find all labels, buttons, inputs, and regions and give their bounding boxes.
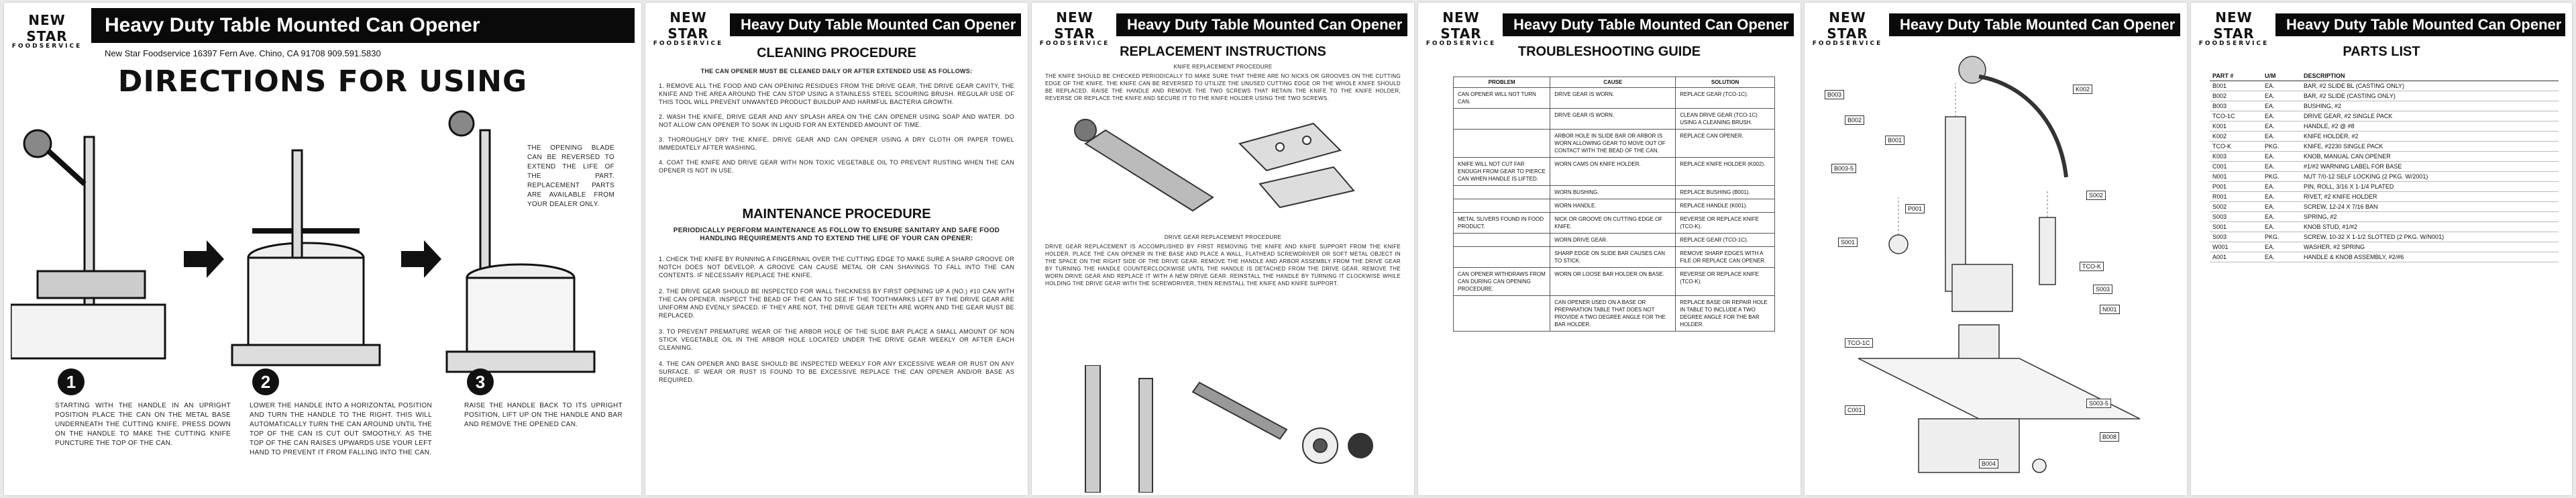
label-s003: S003: [2093, 285, 2112, 294]
cell-solution: REPLACE GEAR (TCO-1C).: [1676, 88, 1775, 109]
col-problem: PROBLEM: [1454, 77, 1550, 88]
cell-part-number: N001: [2210, 172, 2262, 182]
cell-solution: REPLACE BUSHING (B001).: [1676, 186, 1775, 199]
cell-part-number: TCO-1C: [2210, 111, 2262, 121]
step-1-badge: 1: [58, 368, 85, 395]
cell-cause: DRIVE GEAR IS WORN.: [1550, 88, 1676, 109]
cell-part-number: S003: [2210, 212, 2262, 222]
label-c001: C001: [1845, 405, 1865, 415]
cell-part-number: S002: [2210, 202, 2262, 212]
cell-solution: REPLACE GEAR (TCO-1C).: [1676, 234, 1775, 247]
cell-cause: WORN DRIVE GEAR.: [1550, 234, 1676, 247]
trouble-heading: TROUBLESHOOTING GUIDE: [1517, 44, 1701, 59]
parts-heading: PARTS LIST: [2343, 44, 2420, 59]
gear-text: DRIVE GEAR REPLACEMENT IS ACCOMPLISHED BY FIRST REMOVING THE KNIFE AND KNIFE SUPPORT FROM THE KNIFE HOLDER. PLACE THE CAN OPENER IN THE BASE AND PLACE A WALL, FLATHEAD SCREWDRIVER OR SOFT METAL OBJECT IN THE SPACE ON THE RIGHT SIDE OF THE DRIVE GEAR. REMOVE THE HANDLE AND ARBOR ASSEMBLY FROM THE DRIVE GEAR BY TURNING THE HANDLE COUNTERCLOCKWISE UNTIL THE HANDLE IS DETACHED FROM THE DRIVE GEAR. REMOVE THE WORN DRIVE GEAR AND REPLACE IT WITH A NEW DRIVE GEAR. REINSTALL THE HANDLE BY TURNING IT CLOCKWISE WHILE HOLDING THE DRIVE GEAR WITH THE SCREWDRIVER, THEN REINSTALL THE KNIFE AND KNIFE SUPPORT.: [1045, 244, 1401, 287]
cell-part-number: K001: [2210, 121, 2262, 132]
brand-logo: [11, 12, 83, 50]
table-row: [2210, 132, 2559, 142]
cell-description: SPRING, #2: [2301, 212, 2559, 222]
table-header-row: [2210, 71, 2559, 81]
step-1-text: STARTING WITH THE HANDLE IN AN UPRIGHT POSITION PLACE THE CAN ON THE METAL BASE UNDERNEATH THE CUTTING KNIFE. PRESS DOWN ON THE HANDLE TO MAKE THE CUTTING KNIFE PUNCTURE THE TOP OF THE CAN.: [55, 402, 231, 447]
page-title: Heavy Duty Table Mounted Can Opener: [1116, 13, 1407, 36]
replacement-heading: REPLACEMENT INSTRUCTIONS: [1120, 44, 1326, 59]
replacement-panel: [1032, 3, 1414, 495]
brand-logo: [1811, 9, 1884, 47]
cell-part-number: C001: [2210, 162, 2262, 172]
cell-cause: WORN CAMS ON KNIFE HOLDER.: [1550, 158, 1676, 186]
step-2-text: LOWER THE HANDLE INTO A HORIZONTAL POSITION AND TURN THE HANDLE TO THE RIGHT. THIS WILL AUTOMATICALLY TURN THE CAN AROUND UNTIL THE TOP OF THE CAN IS CUT OUT SMOOTHLY. AS THE TOP OF THE CAN RAISES UPWARDS USE YOUR LEFT HAND TO PREVENT IT FROM FALLING INTO THE CAN.: [250, 402, 432, 456]
cleaning-heading: CLEANING PROCEDURE: [757, 46, 916, 60]
exploded-diagram: [1818, 43, 2174, 493]
table-row: [1454, 109, 1775, 130]
cell-part-number: R001: [2210, 192, 2262, 202]
brand-name: NEW STAR: [26, 12, 68, 44]
cell-solution: REPLACE HANDLE (K001).: [1676, 199, 1775, 213]
table-row: [2210, 101, 2559, 111]
label-p001: P001: [1905, 204, 1925, 213]
parts-header: [2198, 8, 2565, 47]
label-b003: B003: [1825, 90, 1844, 99]
table-row: [2210, 121, 2559, 132]
label-n001: N001: [2100, 305, 2120, 314]
brand-sub: FOODSERVICE: [1039, 40, 1110, 47]
cell-description: NUT 7/0-12 SELF LOCKING (2 PKG. W/2001): [2301, 172, 2559, 182]
cell-solution: CLEAN DRIVE GEAR (TCO-1C) USING A CLEANING BRUSH.: [1676, 109, 1775, 130]
label-tco-1c: TCO-1C: [1845, 338, 1873, 348]
step1-drawing: [11, 130, 165, 358]
table-row: [1454, 158, 1775, 186]
cell-problem: [1454, 247, 1550, 268]
cell-unit: EA.: [2262, 202, 2301, 212]
cell-part-number: S001: [2210, 222, 2262, 232]
knife-text: THE KNIFE SHOULD BE CHECKED PERIODICALLY TO MAKE SURE THAT THERE ARE NO NICKS OR GROOVES ON THE CUTTING EDGE OF THE KNIFE. THE KNIFE CAN BE REVERSED TO UTILIZE THE UNUSED CUTTING EDGE OR THE WHOLE KNIFE SHOULD BE REPLACED. RAISE THE HANDLE AND REMOVE THE TWO SCREWS THAT RETAIN THE KNIFE TO THE KNIFE HOLDER, REVERSE OR REPLACE THE KNIFE AND SECURE IT TO THE KNIFE HOLDER USING THE TWO SCREWS.: [1045, 73, 1401, 101]
cell-problem: [1454, 130, 1550, 158]
table-row: [2210, 182, 2559, 192]
cell-problem: KNIFE WILL NOT CUT FAR ENOUGH FROM GEAR TO PIERCE CAN WHEN HANDLE IS LIFTED.: [1454, 158, 1550, 186]
diagram-panel: [1805, 3, 2187, 495]
cell-description: DRIVE GEAR, #2 SINGLE PACK: [2301, 111, 2559, 121]
page-title: Heavy Duty Table Mounted Can Opener: [91, 8, 635, 43]
cell-description: BAR, #2 SLIDE BL (CASTING ONLY): [2301, 81, 2559, 91]
cell-part-number: B003: [2210, 101, 2262, 111]
directions-header: [11, 8, 635, 50]
table-row: [1454, 213, 1775, 234]
brand-name: NEW STAR: [1054, 9, 1095, 42]
cell-description: KNOB STUD, #1/#2: [2301, 222, 2559, 232]
cell-description: RIVET, #2 KNIFE HOLDER: [2301, 192, 2559, 202]
cell-part-number: B001: [2210, 81, 2262, 91]
cleaning-panel: [645, 3, 1028, 495]
page-title: Heavy Duty Table Mounted Can Opener: [1889, 13, 2180, 36]
cell-unit: EA.: [2262, 222, 2301, 232]
knife-illustration: [1059, 103, 1387, 224]
brand-name: NEW STAR: [1827, 9, 1868, 42]
col-part: PART #: [2210, 71, 2262, 81]
arrow-1-icon: [184, 240, 224, 278]
knife-subheading: KNIFE REPLACEMENT PROCEDURE: [1173, 64, 1273, 70]
label-b001: B001: [1885, 136, 1904, 145]
brand-sub: FOODSERVICE: [2198, 40, 2269, 47]
cell-unit: EA.: [2262, 212, 2301, 222]
label-s002: S002: [2086, 191, 2106, 200]
table-row: [2210, 81, 2559, 91]
cell-unit: EA.: [2262, 152, 2301, 162]
step2-drawing: [232, 150, 380, 365]
table-row: [1454, 186, 1775, 199]
table-row: [1454, 199, 1775, 213]
table-row: [1454, 88, 1775, 109]
troubleshooting-panel: [1418, 3, 1801, 495]
cell-unit: EA.: [2262, 121, 2301, 132]
gear-illustration: [1059, 365, 1387, 493]
brand-logo: [2198, 9, 2270, 47]
cell-description: KNIFE HOLDER, #2: [2301, 132, 2559, 142]
table-row: [2210, 242, 2559, 252]
cell-description: WASHER, #2 SPRING: [2301, 242, 2559, 252]
brand-logo: [1425, 9, 1497, 47]
cell-description: KNIFE, #2230 SINGLE PACK: [2301, 142, 2559, 152]
cell-solution: REPLACE BASE OR REPAIR HOLE IN TABLE TO INCLUDE A TWO DEGREE ANGLE FOR THE BAR HOLDER.: [1676, 296, 1775, 332]
table-row: [2210, 162, 2559, 172]
cell-solution: REPLACE KNIFE HOLDER (K002).: [1676, 158, 1775, 186]
cell-unit: EA.: [2262, 242, 2301, 252]
blade-note: THE OPENING BLADE CAN BE REVERSED TO EXTEND THE LIFE OF THE PART. REPLACEMENT PARTS ARE AVAILABLE FROM YOUR DEALER ONLY.: [527, 144, 614, 208]
table-row: [2210, 111, 2559, 121]
table-row: [1454, 296, 1775, 332]
brand-name: NEW STAR: [667, 9, 709, 42]
cell-part-number: A001: [2210, 252, 2262, 262]
cell-unit: EA.: [2262, 132, 2301, 142]
cell-cause: WORN OR LOOSE BAR HOLDER ON BASE.: [1550, 268, 1676, 296]
table-row: [1454, 268, 1775, 296]
maintenance-heading: MAINTENANCE PROCEDURE: [742, 207, 931, 221]
cell-unit: EA.: [2262, 162, 2301, 172]
cell-solution: REVERSE OR REPLACE KNIFE (TCO-K).: [1676, 268, 1775, 296]
page-title: Heavy Duty Table Mounted Can Opener: [1503, 13, 1794, 36]
cell-description: HANDLE, #2 @ #8: [2301, 121, 2559, 132]
maintenance-list: [659, 255, 1014, 392]
cleaning-header: [652, 8, 1021, 47]
cell-unit: EA.: [2262, 81, 2301, 91]
cell-unit: EA.: [2262, 192, 2301, 202]
table-row: [2210, 142, 2559, 152]
table-row: [2210, 192, 2559, 202]
company-address: New Star Foodservice 16397 Fern Ave. Chino, CA 91708 909.591.5830: [105, 48, 381, 58]
cell-solution: REPLACE CAN OPENER.: [1676, 130, 1775, 158]
brand-name: NEW STAR: [2213, 9, 2255, 42]
table-row: [2210, 152, 2559, 162]
parts-panel: [2191, 3, 2572, 495]
cell-description: #1/#2 WARNING LABEL FOR BASE: [2301, 162, 2559, 172]
table-row: [2210, 91, 2559, 101]
brand-logo: [652, 9, 724, 47]
cell-solution: REMOVE SHARP EDGES WITH A FILE OR REPLACE CAN OPENER.: [1676, 247, 1775, 268]
cell-description: BAR, #2 SLIDE (CASTING ONLY): [2301, 91, 2559, 101]
cell-cause: DRIVE GEAR IS WORN.: [1550, 109, 1676, 130]
cell-problem: [1454, 296, 1550, 332]
cell-problem: [1454, 186, 1550, 199]
cell-unit: EA.: [2262, 182, 2301, 192]
cell-unit: EA.: [2262, 91, 2301, 101]
cell-description: SCREW, 12-24 X 7/16 BAN: [2301, 202, 2559, 212]
label-b008: B008: [2100, 432, 2119, 442]
table-row: [2210, 252, 2559, 262]
cell-description: HANDLE & KNOB ASSEMBLY, #2/#6: [2301, 252, 2559, 262]
cell-unit: EA.: [2262, 252, 2301, 262]
parts-rows: [2210, 81, 2559, 262]
cell-description: KNOB, MANUAL CAN OPENER: [2301, 152, 2559, 162]
trouble-header: [1425, 8, 1794, 47]
parts-table: [2210, 71, 2559, 262]
table-row: [2210, 202, 2559, 212]
cell-problem: [1454, 234, 1550, 247]
table-row: [2210, 232, 2559, 242]
cell-problem: CAN OPENER WITHDRAWS FROM CAN DURING CAN OPENING PROCEDURE.: [1454, 268, 1550, 296]
brand-name: NEW STAR: [1440, 9, 1482, 42]
trouble-table: [1453, 77, 1775, 332]
cell-problem: [1454, 109, 1550, 130]
cell-solution: REVERSE OR REPLACE KNIFE (TCO-K).: [1676, 213, 1775, 234]
label-b004: B004: [1979, 459, 1998, 468]
cell-cause: WORN HANDLE.: [1550, 199, 1676, 213]
step-3-text: RAISE THE HANDLE BACK TO ITS UPRIGHT POSITION, LIFT UP ON THE HANDLE AND BAR AND REMOVE THE OPENED CAN.: [464, 402, 623, 428]
maintenance-item: 1. CHECK THE KNIFE BY RUNNING A FINGERNAIL OVER THE CUTTING EDGE TO MAKE SURE A SHARP GROOVE OR NOTCH DOES NOT DEVELOP. A GROOVE CAN CAUSE METAL OR CAN SHAVINGS TO FALL INTO THE CAN CONTENTS. IF NECESSARY REPLACE THE KNIFE.: [659, 256, 1014, 279]
trouble-rows: [1454, 88, 1775, 332]
label-k002: K002: [2073, 85, 2092, 94]
table-row: [2210, 212, 2559, 222]
label-tco-k: TCO-K: [2080, 262, 2104, 271]
cell-part-number: B002: [2210, 91, 2262, 101]
cell-description: BUSHING, #2: [2301, 101, 2559, 111]
table-row: [1454, 234, 1775, 247]
cell-part-number: S003: [2210, 232, 2262, 242]
directions-heading: DIRECTIONS FOR USING: [117, 64, 528, 99]
replacement-header: [1038, 8, 1407, 47]
col-cause: CAUSE: [1550, 77, 1676, 88]
cleaning-item: 2. WASH THE KNIFE, DRIVE GEAR AND ANY SPLASH AREA ON THE CAN OPENER USING SOAP AND WATER. DO NOT ALLOW CAN OPENER TO SOAK IN LIQUID FOR AN EXTENDED AMOUNT OF TIME.: [659, 113, 1014, 128]
cell-description: SCREW, 10-32 X 1-1/2 SLOTTED (2 PKG. W/N001): [2301, 232, 2559, 242]
step-3-badge: 3: [467, 368, 494, 395]
maintenance-intro: PERIODICALLY PERFORM MAINTENANCE AS FOLLOW TO ENSURE SANITARY AND SAFE FOOD HANDLING REQUIREMENTS AND TO EXTEND THE LIFE OF YOUR CAN OPENER:: [673, 227, 1000, 242]
step-2-badge: 2: [252, 368, 279, 395]
cell-cause: WORN BUSHING.: [1550, 186, 1676, 199]
col-solution: SOLUTION: [1676, 77, 1775, 88]
diagram-header: [1811, 8, 2180, 47]
cell-description: PIN, ROLL, 3/16 X 1-1/4 PLATED: [2301, 182, 2559, 192]
page-title: Heavy Duty Table Mounted Can Opener: [730, 13, 1021, 36]
cell-part-number: W001: [2210, 242, 2262, 252]
cleaning-item: 1. REMOVE ALL THE FOOD AND CAN OPENING RESIDUES FROM THE DRIVE GEAR, THE DRIVE GEAR CAVITY, THE KNIFE AND THE AREA AROUND THE CAN STOP USING A STAINLESS STEEL SCOURING BRUSH. REGULAR USE OF THIS TOOL WILL PREVENT UNWANTED PRODUCT BUILDUP AND HARMFUL BACTERIA GROWTH.: [659, 83, 1014, 105]
directions-panel: [4, 3, 641, 495]
cell-cause: NICK OR GROOVE ON CUTTING EDGE OF KNIFE.: [1550, 213, 1676, 234]
brand-sub: FOODSERVICE: [653, 40, 724, 47]
cleaning-item: 4. COAT THE KNIFE AND DRIVE GEAR WITH NON TOXIC VEGETABLE OIL TO PREVENT RUSTING WHEN THE CAN OPENER IS NOT IN USE.: [659, 159, 1014, 174]
cell-cause: CAN OPENER USED ON A BASE OR PREPARATION TABLE THAT DOES NOT PROVIDE A TWO DEGREE ANGLE FOR THE BAR HOLDER.: [1550, 296, 1676, 332]
cell-problem: [1454, 199, 1550, 213]
maintenance-item: 4. THE CAN OPENER AND BASE SHOULD BE INSPECTED WEEKLY FOR ANY EXCESSIVE WEAR OR RUST ON ANY SURFACE. IF WEAR OR RUST IS FOUND TO BE EXCESSIVE REPLACE THE CAN OPENER AND/OR BASE AS REQUIRED.: [659, 360, 1014, 383]
brand-sub: FOODSERVICE: [11, 43, 83, 50]
cell-unit: EA.: [2262, 111, 2301, 121]
cleaning-list: [659, 82, 1014, 181]
cell-problem: CAN OPENER WILL NOT TURN CAN.: [1454, 88, 1550, 109]
cell-cause: SHARP EDGE ON SLIDE BAR CAUSES CAN TO STICK.: [1550, 247, 1676, 268]
table-row: [2210, 172, 2559, 182]
brand-logo: [1038, 9, 1111, 47]
gear-subheading: DRIVE GEAR REPLACEMENT PROCEDURE: [1164, 234, 1282, 240]
page-title: Heavy Duty Table Mounted Can Opener: [2275, 13, 2565, 36]
cleaning-item: 3. THOROUGHLY DRY THE KNIFE, DRIVE GEAR AND CAN OPENER USING A DRY CLOTH OR PAPER TOWEL IMMEDIATELY AFTER WASHING.: [659, 136, 1014, 151]
label-s003-5: S003-5: [2086, 399, 2111, 408]
col-description: DESCRIPTION: [2301, 71, 2559, 81]
brand-sub: FOODSERVICE: [1426, 40, 1497, 47]
maintenance-item: 2. THE DRIVE GEAR SHOULD BE INSPECTED FOR WALL THICKNESS BY FIRST OPENING UP A (NO.) #10 CAN WITH THE CAN OPENER. INSPECT THE BEAD OF THE CAN TO SEE IF THE TOOTHMARKS LEFT BY THE DRIVE GEAR ARE UNIFORM AND EVENLY SPACED. IF THEY ARE NOT, THE DRIVE GEAR TEETH ARE WORN AND THE GEAR MUST BE REPLACED.: [659, 288, 1014, 319]
cell-cause: ARBOR HOLE IN SLIDE BAR OR ARBOR IS WORN ALLOWING GEAR TO MOVE OUT OF CONTACT WITH THE BEAD OF THE CAN.: [1550, 130, 1676, 158]
label-b003-5: B003-5: [1831, 164, 1856, 173]
brand-sub: FOODSERVICE: [1812, 40, 1883, 47]
arrow-2-icon: [401, 240, 441, 278]
cell-unit: PKG.: [2262, 232, 2301, 242]
maintenance-item: 3. TO PREVENT PREMATURE WEAR OF THE ARBOR HOLE OF THE SLIDE BAR PLACE A SMALL AMOUNT OF NON STICK VEGETABLE OIL IN THE ARBOR HOLE LOCATED UNDER THE DRIVE GEAR WEEKLY OR AFTER EACH CLEANING.: [659, 328, 1014, 351]
cell-problem: METAL SLIVERS FOUND IN FOOD PRODUCT.: [1454, 213, 1550, 234]
table-row: [2210, 222, 2559, 232]
label-s001: S001: [1838, 238, 1858, 247]
col-um: U/M: [2262, 71, 2301, 81]
table-row: [1454, 247, 1775, 268]
cell-part-number: K003: [2210, 152, 2262, 162]
cell-part-number: TCO-K: [2210, 142, 2262, 152]
cleaning-intro: THE CAN OPENER MUST BE CLEANED DAILY OR AFTER EXTENDED USE AS FOLLOWS:: [700, 68, 973, 74]
cell-unit: PKG.: [2262, 142, 2301, 152]
cell-unit: PKG.: [2262, 172, 2301, 182]
cell-part-number: P001: [2210, 182, 2262, 192]
table-header-row: [1454, 77, 1775, 88]
cell-part-number: K002: [2210, 132, 2262, 142]
cell-unit: EA.: [2262, 101, 2301, 111]
label-b002: B002: [1845, 115, 1864, 125]
table-row: [1454, 130, 1775, 158]
